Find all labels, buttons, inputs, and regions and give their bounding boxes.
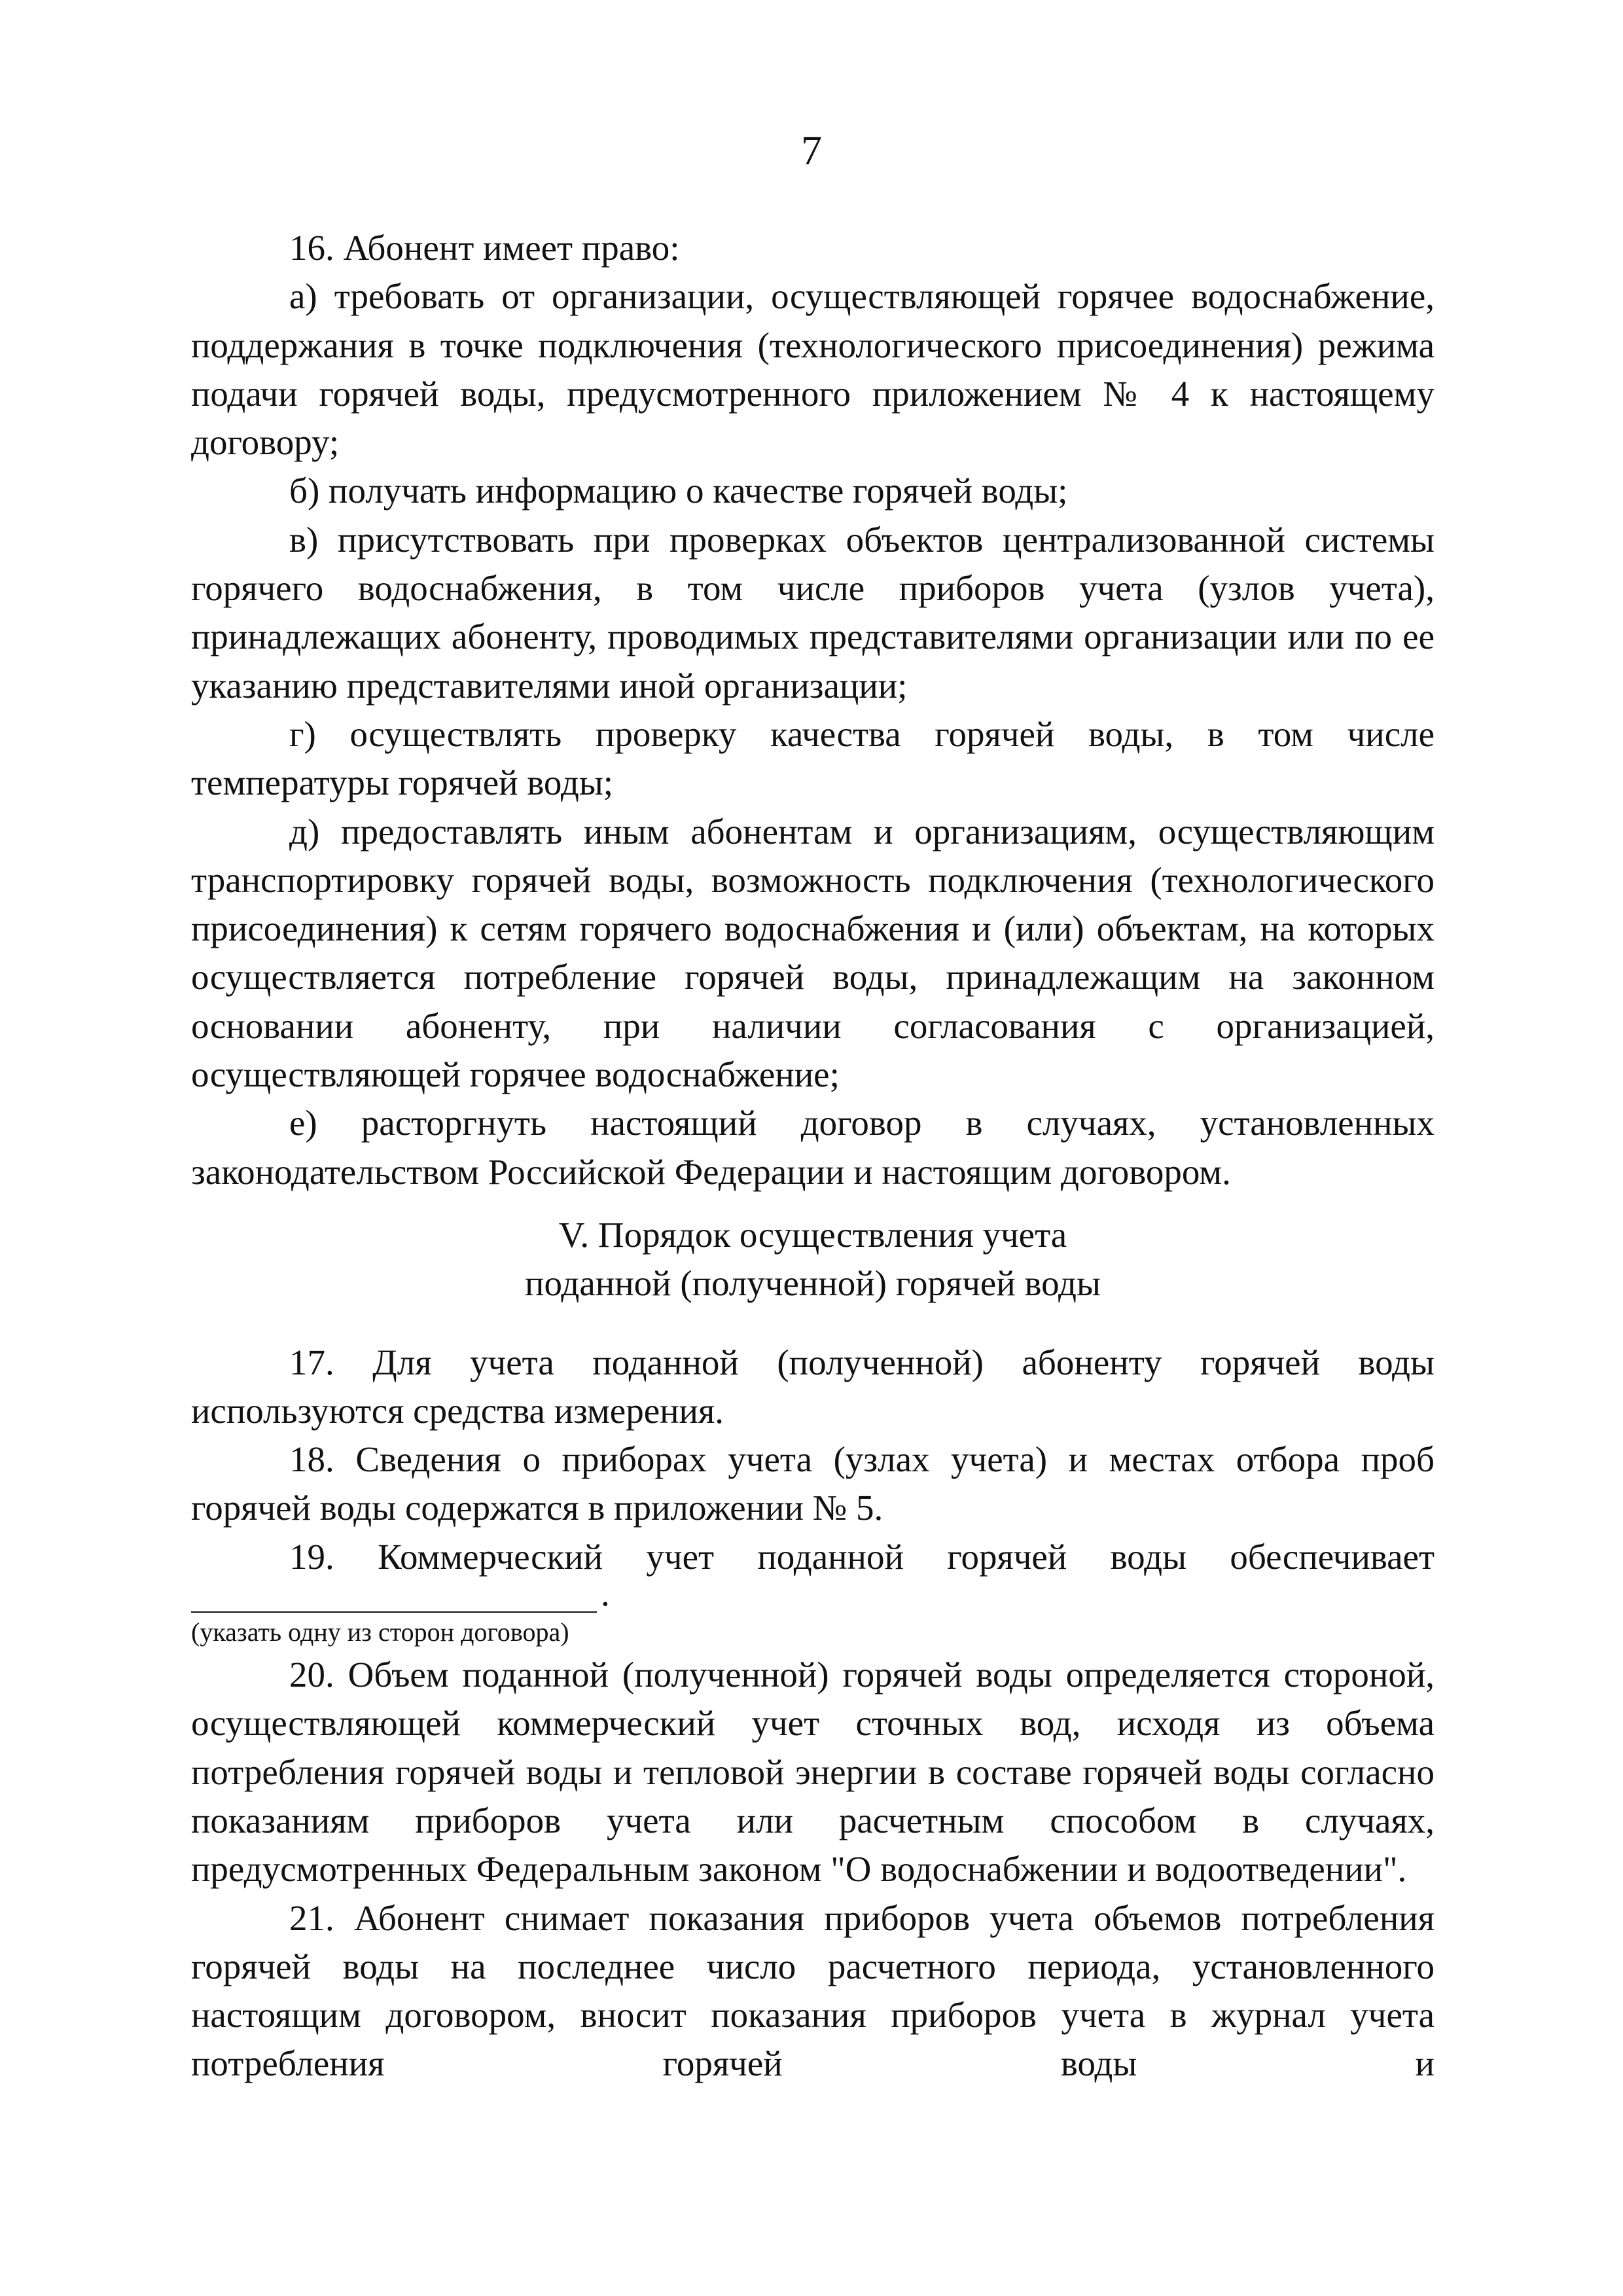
paragraph-18: 18. Сведения о приборах учета (узлах учета) и местах отбора проб горячей воды содержатся в приложении № 5. [191, 1439, 1435, 1528]
paragraph-21: 21. Абонент снимает показания приборов учета объемов потребления горячей воды на последнее число расчетного периода, установленного настоящим договором, вносит показания приборов учета в журнал учета потребления горячей воды и [191, 1897, 1435, 2084]
section-heading-line-1: V. Порядок осуществления учета [558, 1214, 1067, 1255]
paragraph-16-e: е) расторгнуть настоящий договор в случаях, установленных законодательством Российской Федерации и настоящим договором. [191, 1103, 1435, 1192]
paragraph-17: 17. Для учета поданной (полученной) абоненту горячей воды используются средства измерения. [191, 1342, 1435, 1431]
document-body [191, 224, 1435, 2089]
paragraph-16-v: в) присутствовать при проверках объектов централизованной системы горячего водоснабжения, в том числе приборов учета (узлов учета), принадлежащих абоненту, проводимых представителями организации или по ее указанию представителями иной организации; [191, 519, 1435, 706]
blank-line [191, 1611, 597, 1613]
fill-in-blank [191, 1573, 1435, 1651]
paragraph-20: 20. Объем поданной (полученной) горячей воды определяется стороной, осуществляющей коммерческий учет сточных вод, исходя из объема потребления горячей воды и тепловой энергии в составе горячей воды согласно показаниям приборов учета или расчетным способом в случаях, предусмотренных Федеральным законом "О водоснабжении и водоотведении". [191, 1655, 1435, 1890]
blank-caption: (указать одну из сторон договора) [191, 1617, 569, 1647]
page-number: 7 [801, 127, 822, 173]
paragraph-19: 19. Коммерческий учет поданной горячей воды обеспечивает [289, 1536, 1435, 1577]
paragraph-16-g: г) осуществлять проверку качества горячей воды, в том числе температуры горячей воды; [191, 713, 1435, 803]
paragraph-16-a: а) требовать от организации, осуществляющей горячее водоснабжение, поддержания в точке подключения (технологического присоединения) режима подачи горячей воды, предусмотренного приложением № 4 к настоящему договору; [191, 276, 1435, 463]
paragraph-16-b: б) получать информацию о качестве горячей воды; [289, 471, 1068, 511]
section-heading [191, 1196, 1435, 1338]
paragraph-16-d: д) предоставлять иным абонентам и организациям, осуществляющим транспортировку горячей воды, возможность подключения (технологического присоединения) к сетям горячего водоснабжения и (или) объектам, на которых осуществляется потребление горячей воды, принадлежащим на законном основании абоненту, при наличии согласования с организацией, осуществляющей горячее водоснабжение; [191, 811, 1435, 1095]
blank-terminator: . [601, 1573, 610, 1614]
paragraph-16: 16. Абонент имеет право: [289, 228, 680, 268]
section-heading-line-2: поданной (полученной) горячей воды [525, 1263, 1101, 1304]
